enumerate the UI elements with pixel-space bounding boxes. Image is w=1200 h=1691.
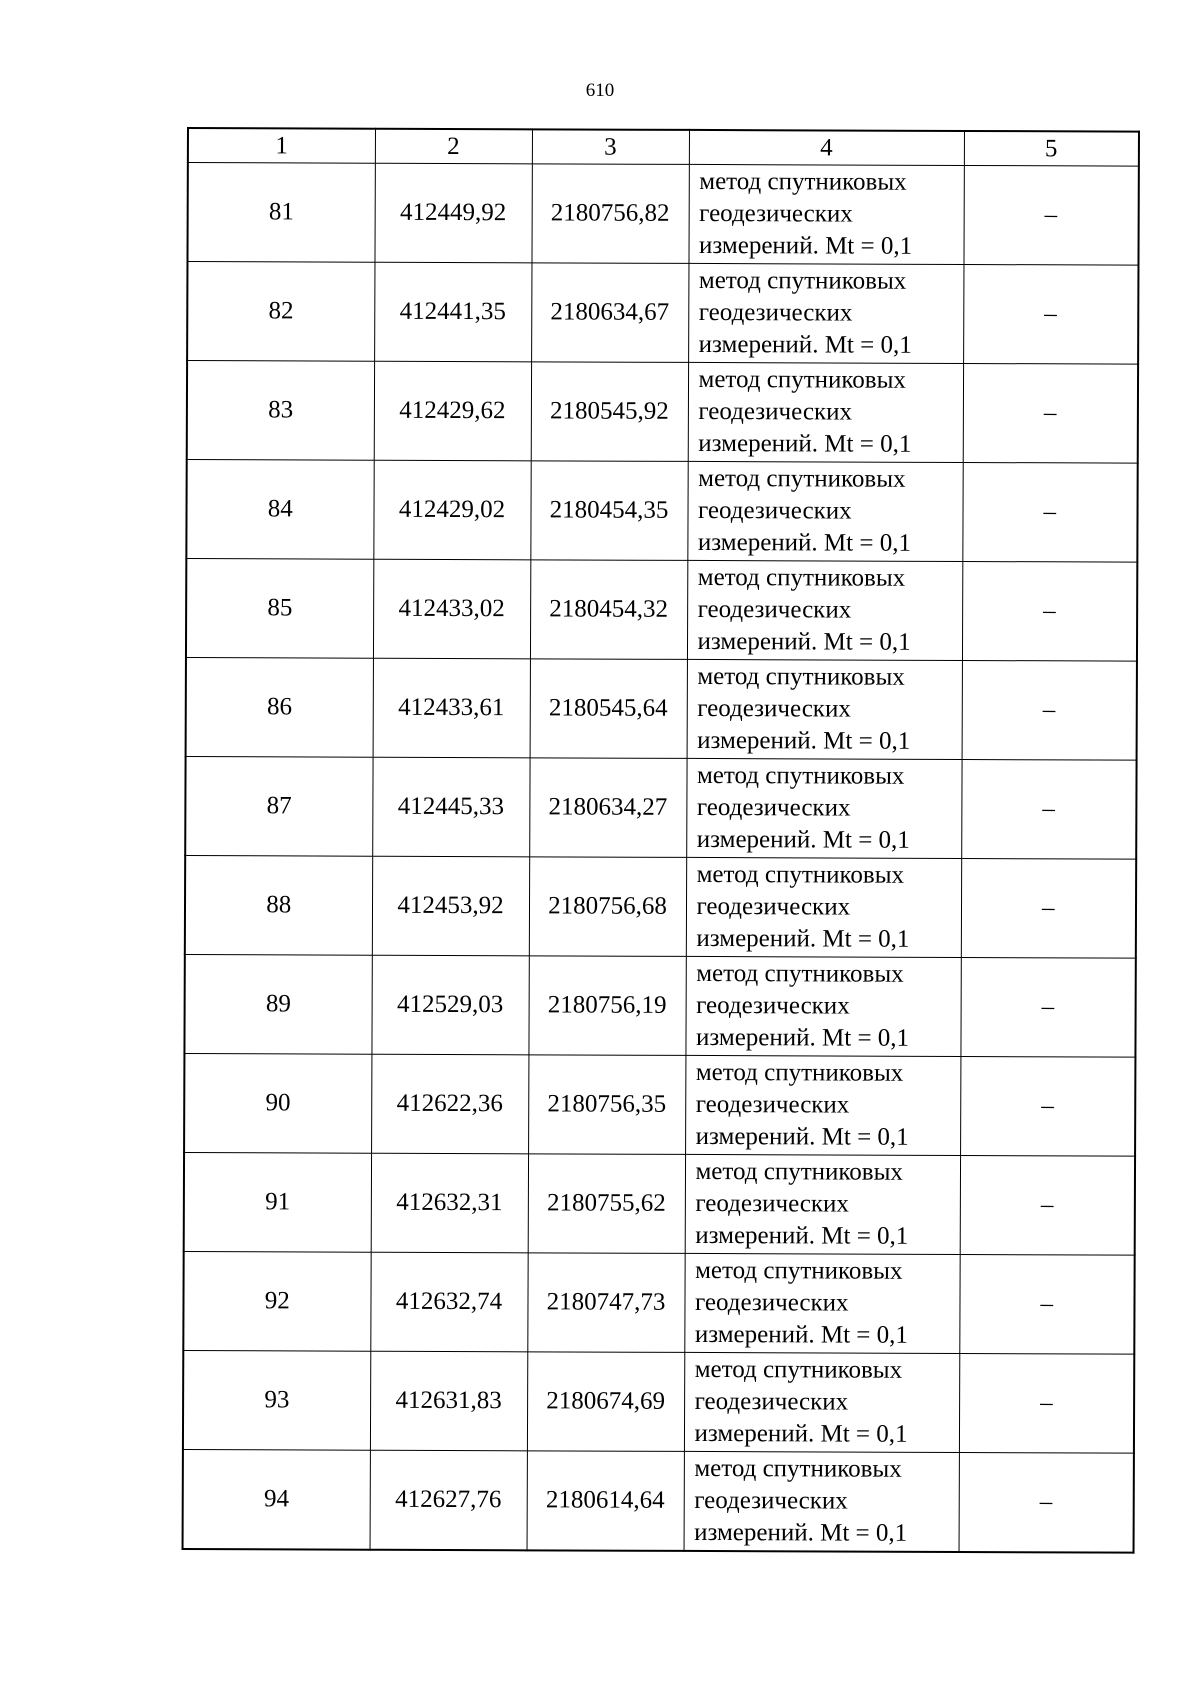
note-cell: – (962, 462, 1137, 562)
method-text-line: метод спутниковых (696, 959, 904, 988)
method-text-line: метод спутниковых (698, 266, 907, 295)
method-text-line: измерений. Mt = 0,1 (697, 726, 911, 755)
column-header-4: 4 (689, 130, 964, 166)
method-text-line: метод спутниковых (695, 1157, 903, 1186)
method-text-line: геодезических (696, 892, 851, 921)
point-number-cell: 92 (183, 1251, 370, 1351)
column-header-3: 3 (532, 129, 689, 164)
x-coordinate-cell: 412433,61 (373, 658, 530, 758)
y-coordinate-cell: 2180747,73 (527, 1253, 684, 1353)
point-number-cell: 81 (187, 163, 374, 263)
method-text-line: измерений. Mt = 0,1 (695, 1023, 910, 1052)
header-row (188, 128, 1139, 166)
note-cell: – (963, 363, 1138, 463)
table-row (183, 1350, 1134, 1453)
method-text-line: измерений. Mt = 0,1 (695, 1122, 909, 1151)
method-text-line: геодезических (698, 298, 853, 327)
x-coordinate-cell: 412441,35 (374, 262, 531, 362)
point-number-cell: 87 (185, 756, 372, 856)
y-coordinate-cell: 2180634,67 (531, 263, 688, 363)
note-cell: – (963, 165, 1138, 265)
method-cell (688, 362, 963, 462)
x-coordinate-cell: 412627,76 (370, 1450, 527, 1550)
x-coordinate-cell: 412429,62 (374, 361, 531, 461)
y-coordinate-cell: 2180756,35 (528, 1055, 685, 1155)
method-text-line: измерений. Mt = 0,1 (698, 330, 912, 359)
point-number-cell: 94 (183, 1449, 370, 1549)
method-text-line: геодезических (694, 1288, 849, 1317)
method-cell (684, 1253, 959, 1353)
method-text-line: измерений. Mt = 0,1 (698, 231, 913, 260)
method-cell (684, 1451, 959, 1552)
method-text-line: измерений. Mt = 0,1 (695, 1221, 909, 1250)
y-coordinate-cell: 2180545,92 (531, 362, 688, 462)
column-header-5: 5 (964, 131, 1139, 166)
point-number-cell: 91 (184, 1152, 371, 1252)
x-coordinate-cell: 412622,36 (371, 1054, 528, 1154)
method-text-line: метод спутниковых (696, 860, 905, 889)
method-text-line: метод спутниковых (699, 167, 907, 196)
point-number-cell: 85 (186, 559, 373, 659)
method-cell (685, 956, 960, 1056)
method-text-line: геодезических (694, 1486, 848, 1515)
point-number-cell: 86 (186, 657, 373, 757)
note-cell: – (961, 759, 1136, 859)
note-cell: – (959, 1254, 1134, 1354)
method-cell (686, 758, 961, 858)
x-coordinate-cell: 412445,33 (372, 757, 529, 857)
page-number: 610 (585, 80, 615, 101)
method-text-line: измерений. Mt = 0,1 (694, 1518, 908, 1547)
y-coordinate-cell: 2180454,32 (530, 560, 687, 660)
table-row (186, 460, 1137, 563)
y-coordinate-cell: 2180756,82 (531, 164, 688, 264)
table-row (187, 163, 1138, 266)
column-header-2: 2 (375, 129, 532, 164)
method-text-line: геодезических (694, 1387, 849, 1416)
method-text-line: геодезических (698, 397, 853, 426)
note-cell: – (961, 858, 1136, 958)
x-coordinate-cell: 412631,83 (370, 1351, 527, 1451)
method-text-line: измерений. Mt = 0,1 (697, 627, 911, 656)
method-cell (685, 1154, 960, 1254)
note-cell: – (960, 1056, 1135, 1156)
method-text-line: метод спутниковых (694, 1454, 902, 1483)
method-text-line: измерений. Mt = 0,1 (698, 429, 912, 458)
point-number-cell: 90 (184, 1053, 371, 1153)
method-text-line: геодезических (696, 793, 851, 822)
table-row (185, 855, 1136, 958)
point-number-cell: 89 (184, 954, 371, 1054)
method-cell (684, 1352, 959, 1452)
method-cell (688, 263, 963, 363)
method-cell (686, 857, 961, 957)
method-text-line: метод спутниковых (697, 563, 906, 592)
point-number-cell: 82 (187, 262, 374, 362)
y-coordinate-cell: 2180755,62 (528, 1154, 685, 1254)
x-coordinate-cell: 412632,74 (370, 1252, 527, 1352)
x-coordinate-cell: 412529,03 (371, 955, 528, 1055)
table-row (183, 1449, 1134, 1552)
x-coordinate-cell: 412632,31 (371, 1153, 528, 1253)
coordinates-table-container (182, 127, 1138, 1554)
method-cell (687, 461, 962, 561)
x-coordinate-cell: 412433,02 (373, 559, 530, 659)
y-coordinate-cell: 2180614,64 (527, 1451, 684, 1551)
coordinates-table (182, 127, 1140, 1554)
note-cell: – (959, 1452, 1134, 1552)
point-number-cell: 93 (183, 1350, 370, 1450)
method-cell (688, 164, 963, 264)
method-text-line: геодезических (695, 1189, 850, 1218)
note-cell: – (962, 660, 1137, 760)
method-text-line: метод спутниковых (698, 464, 906, 493)
table-body (183, 163, 1139, 1553)
method-text-line: метод спутниковых (694, 1355, 903, 1384)
y-coordinate-cell: 2180545,64 (530, 659, 687, 759)
method-text-line: геодезических (697, 694, 851, 723)
y-coordinate-cell: 2180756,19 (528, 956, 685, 1056)
table-row (185, 756, 1136, 859)
x-coordinate-cell: 412429,02 (373, 460, 530, 560)
note-cell: – (960, 957, 1135, 1057)
column-header-1: 1 (188, 128, 375, 163)
method-text-line: измерений. Mt = 0,1 (696, 924, 910, 953)
table-row (184, 1152, 1135, 1255)
method-cell (685, 1055, 960, 1155)
method-text-line: метод спутниковых (695, 1256, 903, 1285)
table-row (184, 1053, 1135, 1156)
note-cell: – (960, 1155, 1135, 1255)
method-text-line: измерений. Mt = 0,1 (697, 528, 912, 557)
table-row (184, 954, 1135, 1057)
y-coordinate-cell: 2180756,68 (529, 857, 686, 957)
table-row (187, 262, 1138, 365)
method-cell (687, 659, 962, 759)
y-coordinate-cell: 2180674,69 (527, 1352, 684, 1452)
method-text-line: геодезических (695, 1090, 850, 1119)
y-coordinate-cell: 2180454,35 (530, 461, 687, 561)
point-number-cell: 84 (186, 460, 373, 560)
table-header (188, 128, 1139, 166)
method-cell (687, 560, 962, 660)
method-text-line: метод спутниковых (697, 662, 905, 691)
method-text-line: геодезических (699, 199, 853, 228)
note-cell: – (963, 264, 1138, 364)
table-row (186, 657, 1137, 760)
note-cell: – (962, 561, 1137, 661)
x-coordinate-cell: 412449,92 (374, 163, 531, 263)
method-text-line: геодезических (697, 595, 852, 624)
table-row (183, 1251, 1134, 1354)
note-cell: – (959, 1353, 1134, 1453)
point-number-cell: 83 (187, 361, 374, 461)
method-text-line: метод спутниковых (696, 761, 905, 790)
method-text-line: геодезических (697, 496, 852, 525)
method-text-line: измерений. Mt = 0,1 (696, 825, 910, 854)
method-text-line: измерений. Mt = 0,1 (694, 1320, 908, 1349)
table-row (187, 361, 1138, 464)
method-text-line: геодезических (696, 991, 850, 1020)
point-number-cell: 88 (185, 855, 372, 955)
method-text-line: метод спутниковых (695, 1058, 904, 1087)
y-coordinate-cell: 2180634,27 (529, 758, 686, 858)
table-row (186, 559, 1137, 662)
x-coordinate-cell: 412453,92 (372, 856, 529, 956)
method-text-line: измерений. Mt = 0,1 (694, 1419, 908, 1448)
method-text-line: метод спутниковых (698, 365, 906, 394)
